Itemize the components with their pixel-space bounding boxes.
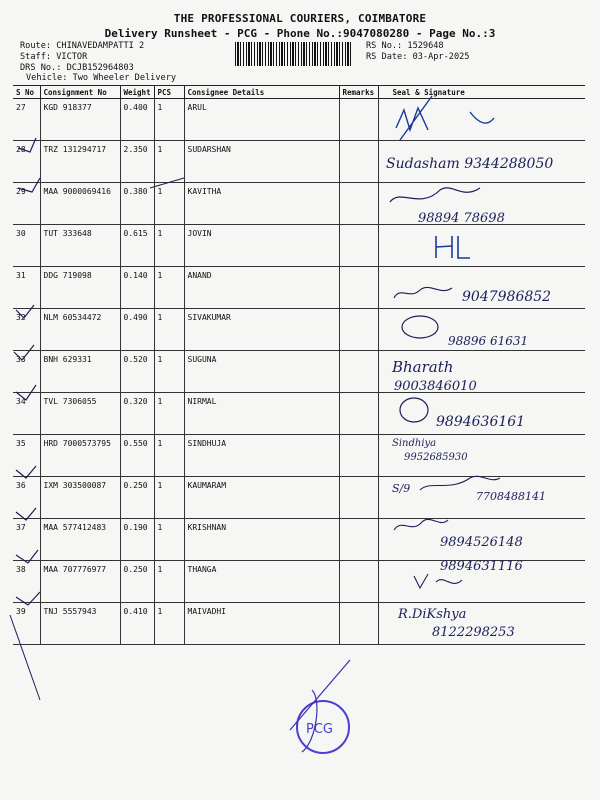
consignment-cell: HRD 7000573795 — [40, 435, 120, 477]
runsheet-subtitle: Delivery Runsheet - PCG - Phone No.:9047080280 - Page No.:3 — [104, 27, 496, 40]
signature-32: 98896 61631 — [448, 334, 529, 348]
signature-28: Sudasham 9344288050 — [386, 156, 554, 172]
signature-38: 9894631116 — [440, 559, 523, 574]
stamp-scribble — [290, 660, 350, 752]
runsheet-table — [13, 85, 585, 645]
company-title: THE PROFESSIONAL COURIERS, COIMBATORE — [173, 12, 427, 25]
col-consignee: Consignee Details — [184, 86, 339, 99]
signature-35-name: Sindhiya — [392, 438, 437, 449]
consignee-cell: KAVITHA — [184, 183, 339, 225]
signature-cell — [378, 561, 585, 603]
signature-34: 9894636161 — [436, 414, 526, 430]
pcs-cell: 1 — [154, 477, 184, 519]
consignment-cell: MAA 9000069416 — [40, 183, 120, 225]
table-row — [13, 477, 585, 519]
consignment-cell: MAA 577412483 — [40, 519, 120, 561]
consignment-cell: KGD 918377 — [40, 99, 120, 141]
weight-cell: 0.380 — [120, 183, 154, 225]
signature-33-phone: 9003846010 — [394, 379, 477, 394]
rs-number: RS No.: 1529648 — [366, 41, 444, 51]
sno-cell: 34 — [13, 393, 40, 435]
sno-cell: 31 — [13, 267, 40, 309]
weight-cell: 0.250 — [120, 561, 154, 603]
sno-cell: 27 — [13, 99, 40, 141]
consignee-cell: SUDARSHAN — [184, 141, 339, 183]
table-row — [13, 99, 585, 141]
consignment-cell: TRZ 131294717 — [40, 141, 120, 183]
remarks-cell — [339, 183, 378, 225]
pcs-cell: 1 — [154, 393, 184, 435]
vehicle-label: Vehicle: Two Wheeler Delivery — [26, 73, 177, 83]
remarks-cell — [339, 141, 378, 183]
remarks-cell — [339, 393, 378, 435]
pcs-cell: 1 — [154, 603, 184, 645]
table-row — [13, 183, 585, 225]
remarks-cell — [339, 225, 378, 267]
col-weight: Weight — [120, 86, 154, 99]
signature-33-name: Bharath — [392, 358, 454, 376]
route-label: Route: CHINAVEDAMPATTI 2 — [20, 41, 145, 51]
pcg-stamp — [290, 660, 350, 753]
staff-label: Staff: VICTOR — [20, 52, 88, 62]
signature-cell — [378, 183, 585, 225]
table-row — [13, 519, 585, 561]
sno-cell: 29 — [13, 183, 40, 225]
signature-cell — [378, 225, 585, 267]
pcs-cell: 1 — [154, 309, 184, 351]
weight-cell: 0.250 — [120, 477, 154, 519]
table-row — [13, 561, 585, 603]
sno-cell: 38 — [13, 561, 40, 603]
consignment-cell: TNJ 5557943 — [40, 603, 120, 645]
consignee-cell: ANAND — [184, 267, 339, 309]
consignee-cell: KRISHNAN — [184, 519, 339, 561]
weight-cell: 2.350 — [120, 141, 154, 183]
sno-cell: 37 — [13, 519, 40, 561]
consignee-cell: THANGA — [184, 561, 339, 603]
sno-cell: 35 — [13, 435, 40, 477]
signature-cell — [378, 435, 585, 477]
consignee-cell: SIVAKUMAR — [184, 309, 339, 351]
table-row — [13, 141, 585, 183]
pcs-cell: 1 — [154, 267, 184, 309]
table-header-row — [13, 86, 585, 99]
signature-39-name: R.DiKshya — [398, 607, 467, 622]
table-row — [13, 225, 585, 267]
stamp-label: PCG — [306, 722, 333, 737]
signature-36: 7708488141 — [476, 490, 546, 503]
remarks-cell — [339, 309, 378, 351]
pcs-cell: 1 — [154, 435, 184, 477]
pcs-cell: 1 — [154, 183, 184, 225]
consignee-cell: SUGUNA — [184, 351, 339, 393]
consignment-cell: TUT 333648 — [40, 225, 120, 267]
col-remarks: Remarks — [339, 86, 378, 99]
table-row — [13, 351, 585, 393]
weight-cell: 0.400 — [120, 99, 154, 141]
col-signature: Seal & Signature — [378, 86, 585, 99]
weight-cell: 0.550 — [120, 435, 154, 477]
weight-cell: 0.520 — [120, 351, 154, 393]
pcs-cell: 1 — [154, 351, 184, 393]
consignee-cell: ARUL — [184, 99, 339, 141]
consignee-cell: NIRMAL — [184, 393, 339, 435]
signature-cell — [378, 603, 585, 645]
pcs-cell: 1 — [154, 141, 184, 183]
stamp-ring — [297, 701, 349, 753]
signature-cell — [378, 351, 585, 393]
table-row — [13, 603, 585, 645]
consignee-cell: SINDHUJA — [184, 435, 339, 477]
weight-cell: 0.410 — [120, 603, 154, 645]
remarks-cell — [339, 603, 378, 645]
consignment-cell: DDG 719098 — [40, 267, 120, 309]
col-pcs: PCS — [154, 86, 184, 99]
drs-number: DRS No.: DCJB152964803 — [20, 63, 134, 73]
signature-cell — [378, 141, 585, 183]
remarks-cell — [339, 267, 378, 309]
pcs-cell: 1 — [154, 561, 184, 603]
sno-cell: 28 — [13, 141, 40, 183]
pcs-cell: 1 — [154, 519, 184, 561]
weight-cell: 0.320 — [120, 393, 154, 435]
consignment-cell: TVL 7306055 — [40, 393, 120, 435]
remarks-cell — [339, 561, 378, 603]
sno-cell: 39 — [13, 603, 40, 645]
sno-cell: 30 — [13, 225, 40, 267]
remarks-cell — [339, 477, 378, 519]
remarks-cell — [339, 351, 378, 393]
signature-39-phone: 8122298253 — [432, 625, 515, 640]
consignment-cell: BNH 629331 — [40, 351, 120, 393]
remarks-cell — [339, 99, 378, 141]
table-row — [13, 309, 585, 351]
pcs-cell: 1 — [154, 225, 184, 267]
pcs-cell: 1 — [154, 99, 184, 141]
consignee-cell: MAIVADHI — [184, 603, 339, 645]
weight-cell: 0.140 — [120, 267, 154, 309]
barcode — [235, 42, 353, 66]
consignment-cell: NLM 60534472 — [40, 309, 120, 351]
signature-cell — [378, 99, 585, 141]
signature-31: 9047986852 — [462, 289, 552, 305]
signature-36-prefix: S/9 — [392, 482, 411, 495]
signature-cell — [378, 267, 585, 309]
sno-cell: 32 — [13, 309, 40, 351]
signature-cell — [378, 519, 585, 561]
consignment-cell: IXM 303500087 — [40, 477, 120, 519]
consignment-cell: MAA 707776977 — [40, 561, 120, 603]
rs-date: RS Date: 03-Apr-2025 — [366, 52, 470, 62]
sno-cell: 36 — [13, 477, 40, 519]
table-row — [13, 267, 585, 309]
signature-cell — [378, 309, 585, 351]
consignee-cell: KAUMARAM — [184, 477, 339, 519]
signature-37: 9894526148 — [440, 535, 523, 550]
col-sno: S No — [13, 86, 40, 99]
sno-cell: 33 — [13, 351, 40, 393]
table-row — [13, 435, 585, 477]
weight-cell: 0.490 — [120, 309, 154, 351]
remarks-cell — [339, 519, 378, 561]
signature-cell — [378, 477, 585, 519]
col-consignment: Consignment No — [40, 86, 120, 99]
weight-cell: 0.615 — [120, 225, 154, 267]
signature-29: 98894 78698 — [418, 211, 505, 226]
signature-cell — [378, 393, 585, 435]
signature-35-phone: 9952685930 — [404, 452, 468, 463]
table-row — [13, 393, 585, 435]
weight-cell: 0.190 — [120, 519, 154, 561]
remarks-cell — [339, 435, 378, 477]
consignee-cell: JOVIN — [184, 225, 339, 267]
